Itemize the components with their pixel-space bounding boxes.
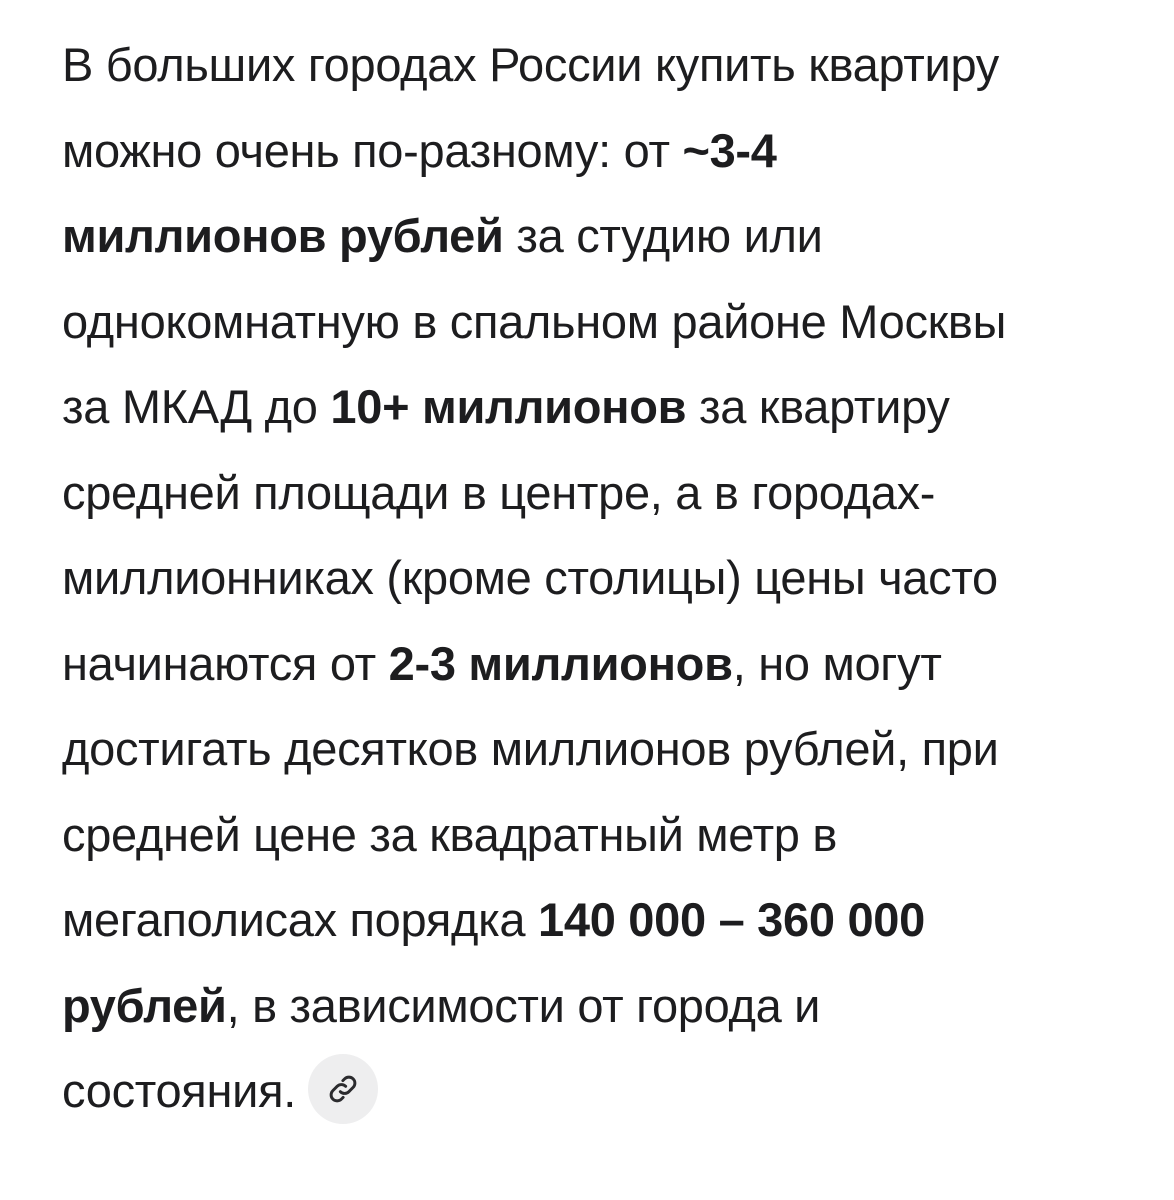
text-segment: можно очень по-разному: от bbox=[62, 123, 683, 177]
text-segment: В больших городах России купить квартиру bbox=[62, 38, 999, 91]
bold-price: 140 000 – 360 000 bbox=[538, 893, 925, 946]
answer-line bbox=[62, 963, 1142, 1049]
text-segment: достигать десятков миллионов рублей, при bbox=[62, 722, 999, 775]
text-segment: мегаполисах порядка bbox=[62, 893, 539, 946]
text-segment: средней цене за квадратный метр в bbox=[62, 807, 838, 861]
text-segment: за МКАД до bbox=[62, 380, 331, 433]
answer-line bbox=[62, 193, 1142, 279]
answer-line bbox=[62, 364, 1142, 450]
answer-line bbox=[62, 706, 1142, 792]
link-icon bbox=[327, 1073, 359, 1105]
answer-line bbox=[62, 1048, 1142, 1134]
text-segment: за квартиру bbox=[686, 380, 950, 433]
text-segment: миллионниках (кроме столицы) цены часто bbox=[62, 551, 998, 604]
answer-line bbox=[62, 279, 1142, 365]
answer-line bbox=[62, 877, 1142, 963]
bold-price: миллионов рублей bbox=[62, 209, 504, 262]
source-link-button[interactable] bbox=[308, 1054, 378, 1124]
bold-price: рублей bbox=[62, 978, 227, 1032]
text-segment: средней площади в центре, а в городах- bbox=[62, 465, 936, 519]
bold-price: 2-3 миллионов bbox=[388, 636, 733, 690]
answer-line bbox=[62, 450, 1142, 536]
text-segment: однокомнатную в спальном районе Москвы bbox=[62, 294, 1007, 348]
text-segment: за студию или bbox=[503, 209, 823, 262]
text-segment: , но могут bbox=[732, 636, 942, 690]
bold-price: 10+ миллионов bbox=[330, 380, 687, 433]
answer-text bbox=[62, 22, 1142, 1134]
answer-line bbox=[62, 22, 1142, 108]
bold-price: ~3-4 bbox=[682, 123, 777, 177]
answer-line bbox=[62, 621, 1142, 707]
text-segment: состояния. bbox=[62, 1064, 296, 1117]
answer-line bbox=[62, 108, 1142, 194]
text-segment: , в зависимости от города и bbox=[226, 978, 821, 1032]
text-segment: начинаются от bbox=[62, 636, 389, 690]
answer-line bbox=[62, 792, 1142, 878]
answer-line bbox=[62, 535, 1142, 621]
